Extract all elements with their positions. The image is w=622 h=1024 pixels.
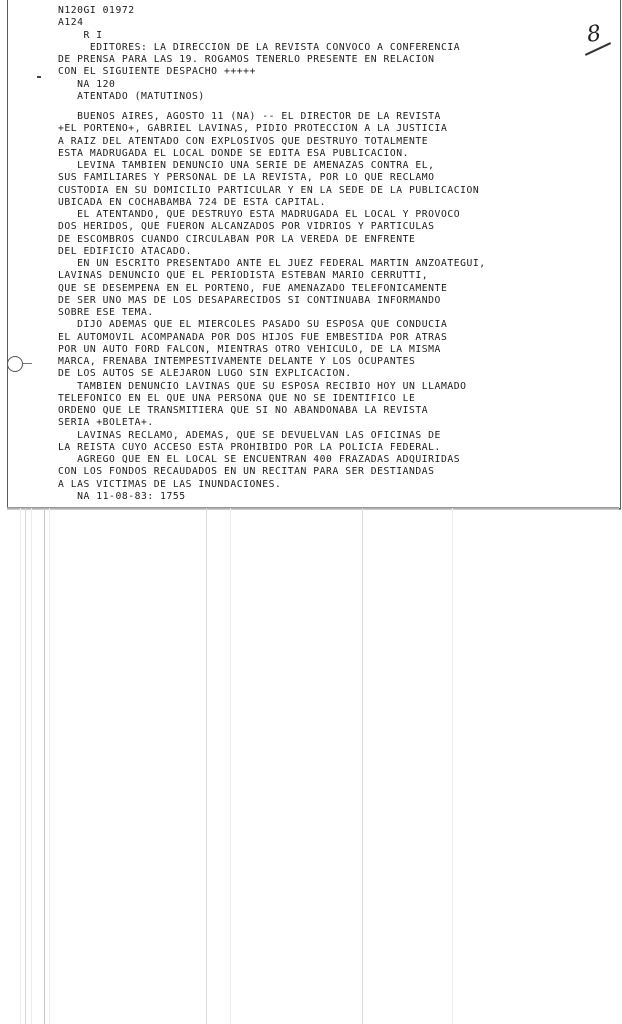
ruling-line [452, 508, 453, 1024]
telex-line: CON LOS FONDOS RECAUDADOS EN UN RECITAN PARA SER DESTIANDAS [58, 466, 435, 478]
telex-line: DE LOS AUTOS SE ALEJARON LUGO SIN EXPLICACION. [58, 368, 352, 380]
telex-line: LA REISTA CUYO ACCESO ESTA PROHIBIDO POR LA POLICIA FEDERAL. [58, 441, 441, 453]
telex-line: SERIA +BOLETA+. [58, 417, 154, 429]
telex-line: N120GI 01972 [58, 5, 135, 16]
telex-line: A LAS VICTIMAS DE LAS INUNDACIONES. [58, 478, 282, 490]
telex-line: EN UN ESCRITO PRESENTADO ANTE EL JUEZ FEDERAL MARTIN ANZOATEGUI, [58, 258, 486, 269]
handwritten-folio-number: 8 [585, 21, 603, 48]
ruling-line [49, 508, 50, 1024]
telex-line: DE ESCOMBROS CUANDO CIRCULABAN POR LA VEREDA DE ENFRENTE [58, 233, 416, 245]
telex-line: LAVINAS RECLAMO, ADEMAS, QUE SE DEVUELVAN LAS OFICINAS DE [58, 429, 441, 441]
telex-line: LEVINA TAMBIEN DENUNCIO UNA SERIE DE AMENAZAS CONTRA EL, [58, 160, 435, 171]
telex-line: LAVINAS DENUNCIO QUE EL PERIODISTA ESTEBAN MARIO CERRUTTI, [58, 270, 429, 282]
telex-line: NA 120 [58, 78, 116, 90]
ruling-line [362, 508, 363, 1024]
telex-line: EDITORES: LA DIRECCION DE LA REVISTA CONVOCO A CONFERENCIA [58, 41, 461, 53]
telex-line: DIJO ADEMAS QUE EL MIERCOLES PASADO SU ESPOSA QUE CONDUCIA [58, 319, 448, 331]
punch-hole [7, 356, 23, 372]
telex-line: DOS HERIDOS, QUE FUERON ALCANZADOS POR VIDRIOS Y PARTICULAS [58, 221, 435, 233]
telex-line [58, 103, 486, 111]
telex-line: NA 11-08-83: 1755 [58, 490, 186, 502]
sheet-bottom-edge [7, 507, 619, 510]
telex-line: EL ATENTANDO, QUE DESTRUYO ESTA MADRUGADA EL LOCAL Y PROVOCO [58, 209, 461, 220]
telex-line: ATENTADO (MATUTINOS) [58, 90, 205, 102]
ruling-line [20, 508, 21, 1024]
ruling-line [230, 508, 231, 1024]
telex-line: QUE SE DESEMPENA EN EL PORTENO, FUE AMENAZADO TELEFONICAMENTE [58, 282, 448, 294]
telex-line: DEL EDIFICIO ATACADO. [58, 245, 193, 257]
ruling-line [31, 508, 32, 1024]
telex-line: EL AUTOMOVIL ACOMPANADA POR DOS HIJOS FUE EMBESTIDA POR ATRAS [58, 331, 448, 343]
telex-line: A124 [58, 17, 84, 29]
telex-line: DE SER UNO MAS DE LOS DESAPARECIDOS SI CONTINUABA INFORMANDO [58, 294, 441, 306]
telex-line: BUENOS AIRES, AGOSTO 11 (NA) -- EL DIRECTOR DE LA REVISTA [58, 111, 441, 122]
telex-line: TAMBIEN DENUNCIO LAVINAS QUE SU ESPOSA RECIBIO HOY UN LLAMADO [58, 380, 467, 392]
telex-line: CUSTODIA EN SU DOMICILIO PARTICULAR Y EN LA SEDE DE LA PUBLICACION [58, 184, 480, 196]
telex-line: MARCA, FRENABA INTEMPESTIVAMENTE DELANTE Y LOS OCUPANTES [58, 356, 416, 367]
margin-mark [22, 363, 32, 364]
telex-line: TELEFONICO EN EL QUE UNA PERSONA QUE NO SE IDENTIFICO LE [58, 392, 416, 404]
telex-line: CON EL SIGUIENTE DESPACHO +++++ [58, 66, 256, 78]
telex-line: SOBRE ESE TEMA. [58, 307, 154, 318]
telex-line: A RAIZ DEL ATENTADO CON EXPLOSIVOS QUE DESTRUYO TOTALMENTE [58, 135, 429, 147]
telex-line: ESTA MADRUGADA EL LOCAL DONDE SE EDITA ESA PUBLICACION. [58, 147, 410, 159]
telex-line: SUS FAMILIARES Y PERSONAL DE LA REVISTA, POR LO QUE RECLAMO [58, 172, 435, 184]
ruling-line [25, 508, 26, 1024]
telex-line: UBICADA EN COCHABAMBA 724 DE ESTA CAPITAL. [58, 196, 327, 208]
telex-text [58, 5, 486, 503]
telex-line: R I [58, 29, 103, 41]
telex-line: +EL PORTENO+, GABRIEL LAVINAS, PIDIO PROTECCION A LA JUSTICIA [58, 123, 448, 135]
telex-line: AGREGO QUE EN EL LOCAL SE ENCUENTRAN 400 FRAZADAS ADQUIRIDAS [58, 454, 461, 465]
ruling-line [206, 508, 207, 1024]
telex-sheet [7, 0, 621, 509]
margin-mark [37, 76, 41, 78]
telex-line: ORDENO QUE LE TRANSMITIERA QUE SI NO ABANDONABA LA REVISTA [58, 405, 429, 416]
telex-line: POR UN AUTO FORD FALCON, MIENTRAS OTRO VEHICULO, DE LA MISMA [58, 343, 441, 355]
ruling-line [44, 508, 45, 1024]
telex-line: DE PRENSA PARA LAS 19. ROGAMOS TENERLO PRESENTE EN RELACION [58, 54, 435, 65]
